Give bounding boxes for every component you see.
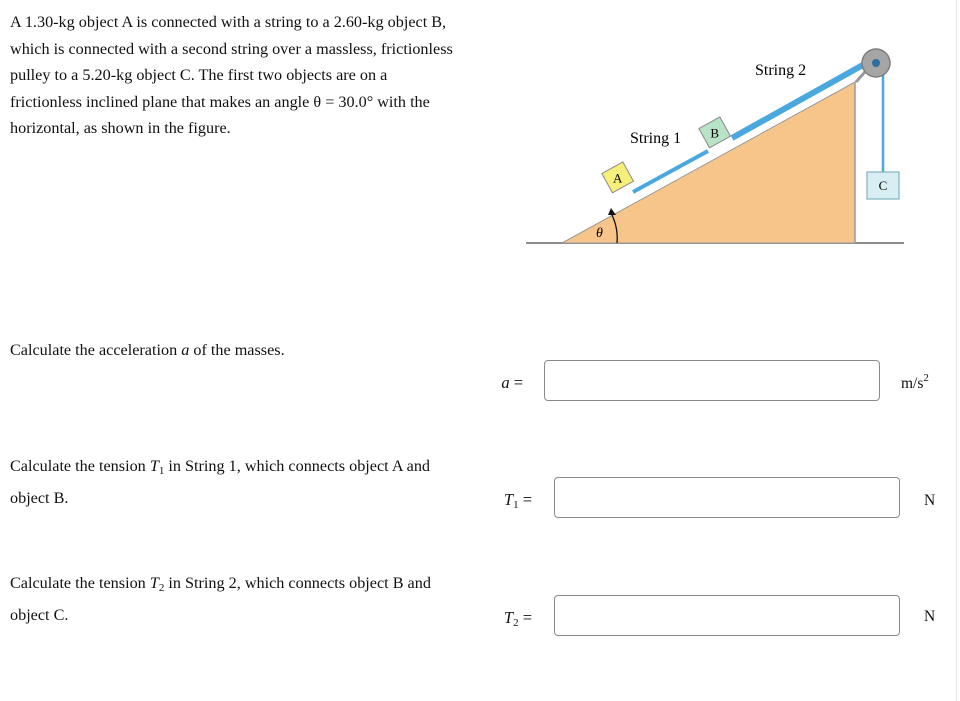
tension-2-unit: N [924, 608, 936, 625]
string-2-label: String 2 [755, 62, 807, 79]
page-edge-divider [956, 0, 957, 701]
problem-statement: A 1.30-kg object A is connected with a string to a 2.60-kg object B, which is connected with a second string over a massless, frictionless pulley to a 5.20-kg object C. The first two objects are on a frictionless inclined plane that makes an angle θ = 30.0° with the horizontal, as shown in the figure. [10, 13, 453, 137]
block-c-label: C [878, 178, 888, 193]
question-tension-2: Calculate the tension $T_2$ in String 2, which connects object B and object C. [10, 574, 431, 624]
tension-1-variable-label: $T_1$ = [503, 490, 532, 511]
block-a-label: A [612, 170, 623, 186]
question-text: Calculate the acceleration [10, 341, 182, 359]
angle-label: θ [596, 226, 603, 241]
incline-pulley-figure [520, 30, 910, 260]
tension-2-variable-label: $T_2$ = [503, 608, 532, 629]
question-text: of the masses. [189, 341, 285, 359]
question-acceleration [10, 337, 470, 364]
tension-1-input[interactable] [554, 477, 900, 518]
string-1-label: String 1 [630, 130, 682, 147]
question-variable: a [181, 341, 190, 359]
acceleration-input[interactable] [544, 360, 880, 401]
incline-plane [562, 82, 855, 243]
acceleration-unit: $m/s^2$ [901, 372, 929, 392]
question-variable: T [149, 457, 159, 475]
question-text: in String 1, which connects object A and object B. [10, 457, 431, 507]
question-text: Calculate the tension [10, 457, 150, 475]
question-tension-1: Calculate the tension $T_1$ in String 1, which connects object A and object B. [10, 457, 431, 507]
question-text: Calculate the tension [10, 574, 150, 592]
angle-arrowhead [608, 208, 616, 215]
acceleration-variable-label: a = [501, 373, 523, 392]
question-variable: T [149, 574, 159, 592]
block-b-label: B [710, 125, 720, 141]
tension-2-input[interactable] [554, 595, 900, 636]
question-text: in String 2, which connects object B and object C. [10, 574, 431, 624]
pulley-hub [872, 59, 880, 67]
tension-1-unit: N [924, 492, 936, 509]
